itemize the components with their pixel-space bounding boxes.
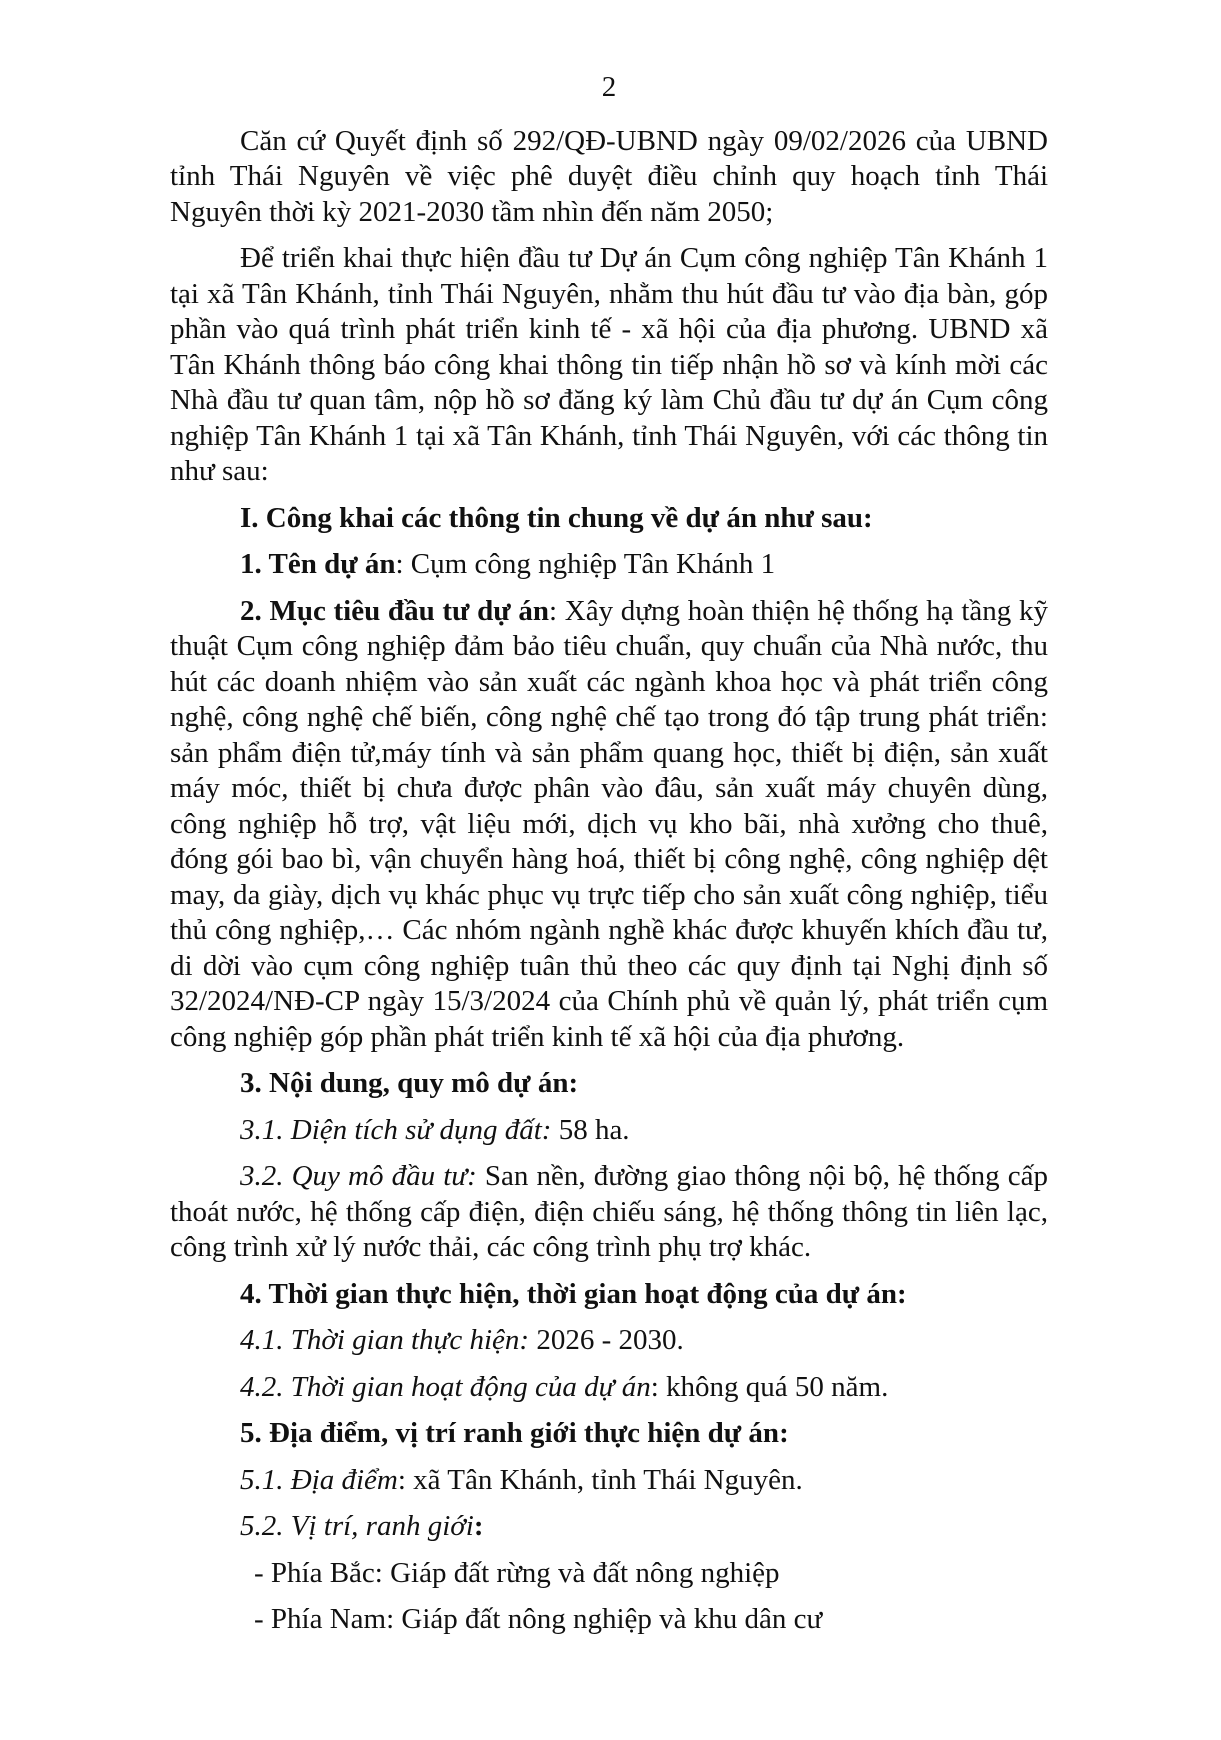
boundary-north: - Phía Bắc: Giáp đất rừng và đất nông nghiệp (254, 1556, 780, 1589)
subitem-location (170, 1463, 1048, 1499)
section-heading-general-info: I. Công khai các thông tin chung về dự án như sau: (240, 501, 873, 534)
item-project-name-value: : Cụm công nghiệp Tân Khánh 1 (395, 548, 776, 580)
page-number: 2 (601, 71, 617, 103)
subitem-location-label: 5.1. Địa điểm (240, 1463, 398, 1496)
item-investment-objective-value: : Xây dựng hoàn thiện hệ thống hạ tầng kỹ thuật Cụm công nghiệp đảm bảo tiêu chuẩn, quy chuẩn của Nhà nước, thu hút các doanh nhiệm vào sản xuất các ngành khoa học và phát triển công nghệ, công nghệ chế biến, công nghệ chế tạo trong đó tập trung phát triển: sản phẩm điện tử,máy tính và sản phẩm quang học, thiết bị điện, sản xuất máy móc, thiết bị chưa được phân vào đâu, sản xuất máy chuyên dùng, công nghiệp hỗ trợ, vật liệu mới, dịch vụ kho bãi, nhà xưởng cho thuê, đóng gói bao bì, vận chuyển hàng hoá, thiết bị công nghệ, công nghiệp dệt may, da giày, dịch vụ khác phục vụ trực tiếp cho sản xuất công nghiệp, tiểu thủ công nghiệp,… Các nhóm ngành nghề khác được khuyến khích đầu tư, di dời vào cụm công nghiệp tuân thủ theo các quy định tại Nghị định số 32/2024/NĐ-CP ngày 15/3/2024 của Chính phủ về quản lý, phát triển cụm công nghiệp góp phần phát triển kinh tế xã hội của địa phương. (170, 594, 1048, 1053)
item-content-scale-heading: 3. Nội dung, quy mô dự án: (240, 1067, 579, 1099)
subitem-land-area-value: 58 ha. (551, 1113, 630, 1146)
subitem-operation-time-label: 4.2. Thời gian hoạt động của dự án (240, 1370, 651, 1403)
subitem-operation-time (170, 1370, 1048, 1406)
paragraph-legal-basis: Căn cứ Quyết định số 292/QĐ-UBND ngày 09/02/2026 của UBND tỉnh Thái Nguyên về việc phê duyệt điều chỉnh quy hoạch tỉnh Thái Nguyên thời kỳ 2021-2030 tầm nhìn đến năm 2050; (170, 124, 1048, 228)
item-project-name (170, 547, 1048, 583)
subitem-location-value: : xã Tân Khánh, tỉnh Thái Nguyên. (397, 1463, 803, 1496)
subitem-boundaries-label: 5.2. Vị trí, ranh giới (240, 1510, 474, 1542)
subitem-implementation-time-label: 4.1. Thời gian thực hiện: (240, 1324, 530, 1356)
paragraph-announcement: Để triển khai thực hiện đầu tư Dự án Cụm công nghiệp Tân Khánh 1 tại xã Tân Khánh, tỉnh Thái Nguyên, nhằm thu hút đầu tư vào địa bàn, góp phần vào quá trình phát triển kinh tế - xã hội của địa phương. UBND xã Tân Khánh thông báo công khai thông tin tiếp nhận hồ sơ và kính mời các Nhà đầu tư quan tâm, nộp hồ sơ đăng ký làm Chủ đầu tư dự án Cụm công nghiệp Tân Khánh 1 tại xã Tân Khánh, tỉnh Thái Nguyên, với các thông tin như sau: (170, 242, 1048, 487)
subitem-investment-scale-label: 3.2. Quy mô đầu tư: (240, 1160, 477, 1192)
item-timeline-heading: 4. Thời gian thực hiện, thời gian hoạt động của dự án: (240, 1277, 907, 1310)
document-page (170, 70, 1048, 1649)
item-project-name-label: 1. Tên dự án (240, 548, 396, 580)
subitem-implementation-time (170, 1323, 1048, 1359)
boundary-south: - Phía Nam: Giáp đất nông nghiệp và khu dân cư (254, 1603, 823, 1635)
subitem-operation-time-value: : không quá 50 năm. (650, 1370, 889, 1403)
item-investment-objective-label: 2. Mục tiêu đầu tư dự án (240, 594, 550, 627)
subitem-land-area (170, 1113, 1048, 1149)
item-location-heading: 5. Địa điểm, vị trí ranh giới thực hiện dự án: (240, 1417, 789, 1449)
item-investment-objective (170, 594, 1048, 1056)
subitem-investment-scale-value: San nền, đường giao thông nội bộ, hệ thống cấp thoát nước, hệ thống cấp điện, điện chiếu sáng, hệ thống thông tin liên lạc, công trình xử lý nước thải, các công trình phụ trợ khác. (170, 1160, 1049, 1263)
subitem-boundaries (170, 1509, 1048, 1545)
subitem-land-area-label: 3.1. Diện tích sử dụng đất: (240, 1113, 552, 1146)
subitem-investment-scale (170, 1159, 1048, 1266)
subitem-boundaries-colon: : (473, 1510, 484, 1542)
subitem-implementation-time-value: 2026 - 2030. (529, 1324, 684, 1356)
